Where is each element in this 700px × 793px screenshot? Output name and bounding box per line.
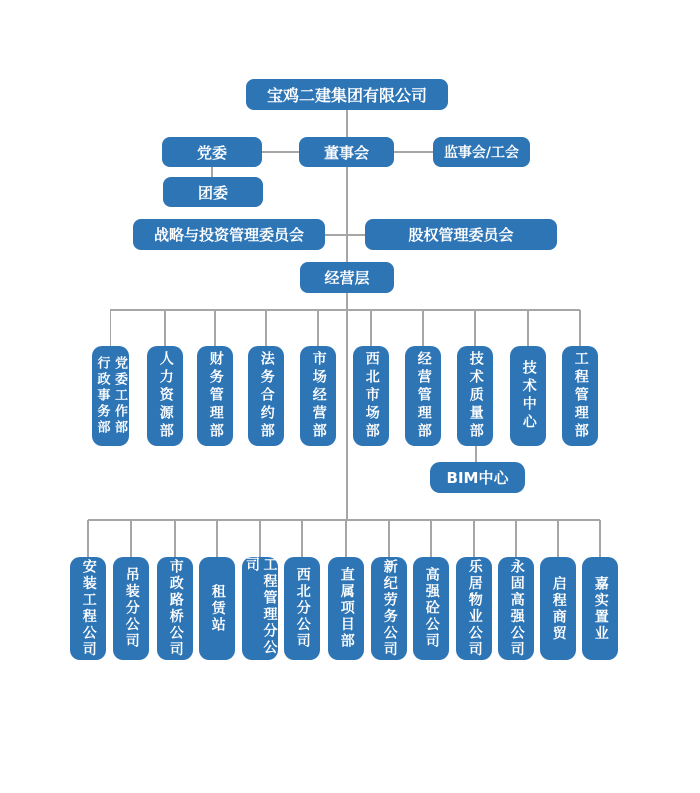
dept-box-engineering-management xyxy=(562,346,598,446)
dept-label-operation-management: 经营管理部 xyxy=(415,351,432,441)
connector-line xyxy=(557,520,559,557)
sub-box-direct-project-dept xyxy=(328,557,364,660)
connector-line xyxy=(110,309,580,311)
connector-line xyxy=(174,520,176,557)
connector-line xyxy=(527,310,529,346)
connector-line xyxy=(394,151,433,153)
org-box-supervisory-union-label: 监事会/工会 xyxy=(443,145,520,161)
connector-line xyxy=(325,234,365,236)
org-box-company xyxy=(246,79,448,110)
connector-line xyxy=(130,520,132,557)
dept-box-human-resources xyxy=(147,346,183,446)
sub-box-installation-engineering xyxy=(70,557,106,660)
dept-label-technology-center: 技术中心 xyxy=(520,360,537,432)
sub-label-jiashi-real-estate: 嘉实置业 xyxy=(592,575,609,642)
connector-line xyxy=(88,519,600,521)
sub-label-gaoqiang-concrete: 高强砼公司 xyxy=(423,567,440,650)
connector-line xyxy=(346,167,348,262)
dept-label-technology-quality: 技术质量部 xyxy=(467,351,484,441)
connector-line xyxy=(346,110,348,137)
dept-label-legal-contract: 法务合约部 xyxy=(258,351,275,441)
org-box-company-label: 宝鸡二建集团有限公司 xyxy=(266,86,427,105)
org-box-party-committee-label: 党委 xyxy=(196,143,227,162)
sub-label-leju-property: 乐居物业公司 xyxy=(466,559,483,658)
org-box-equity-committee xyxy=(365,219,557,250)
sub-box-jiashi-real-estate xyxy=(582,557,618,660)
connector-line xyxy=(110,310,112,346)
dept-box-operation-management xyxy=(405,346,441,446)
org-box-youth-league-label: 团委 xyxy=(197,183,228,202)
sub-label-hoisting-branch: 吊装分公司 xyxy=(123,567,140,650)
connector-line xyxy=(265,310,267,346)
connector-line xyxy=(599,520,601,557)
connector-line xyxy=(515,520,517,557)
sub-box-leju-property xyxy=(456,557,492,660)
org-box-bim-center-label: BIM中心 xyxy=(446,469,509,487)
sub-box-municipal-road-bridge xyxy=(157,557,193,660)
org-box-equity-committee-label: 股权管理委员会 xyxy=(408,226,514,244)
dept-box-legal-contract xyxy=(248,346,284,446)
org-box-management-layer-label: 经营层 xyxy=(324,269,370,287)
dept-label-northwest-market: 西北市场部 xyxy=(363,351,380,441)
sub-label-municipal-road-bridge: 市政路桥公司 xyxy=(167,559,184,658)
connector-line xyxy=(262,151,299,153)
dept-label-party-work: 党委工作部 xyxy=(112,356,128,436)
sub-label-xinji-labor: 新纪劳务公司 xyxy=(381,559,398,658)
org-box-bim-center xyxy=(430,462,525,493)
sub-label-installation-engineering: 安装工程公司 xyxy=(80,559,97,658)
dept-box-market-operation xyxy=(300,346,336,446)
connector-line xyxy=(475,446,477,462)
dept-label-market-operation: 市场经营部 xyxy=(310,351,327,441)
sub-label-qicheng-trading: 启程商贸 xyxy=(550,575,567,642)
dept-box-northwest-market xyxy=(353,346,389,446)
connector-line xyxy=(259,520,261,557)
dept-label-admin-affairs: 行政事务部 xyxy=(94,356,110,436)
connector-line xyxy=(422,310,424,346)
sub-box-gaoqiang-concrete xyxy=(413,557,449,660)
connector-line xyxy=(216,520,218,557)
connector-line xyxy=(388,520,390,557)
dept-box-finance xyxy=(197,346,233,446)
connector-line xyxy=(214,310,216,346)
sub-box-xinji-labor xyxy=(371,557,407,660)
connector-line xyxy=(579,310,581,346)
sub-label-leasing-station: 租赁站 xyxy=(209,583,226,634)
sub-box-qicheng-trading xyxy=(540,557,576,660)
org-box-party-committee xyxy=(162,137,262,167)
sub-box-engineering-management-branch xyxy=(242,557,278,660)
connector-line xyxy=(87,520,89,557)
dept-label-finance: 财务管理部 xyxy=(207,351,224,441)
dept-label-engineering-management: 工程管理部 xyxy=(572,351,589,441)
org-box-strategy-investment-committee-label: 战略与投资管理委员会 xyxy=(153,226,304,244)
dept-box-party-work-admin-affairs xyxy=(92,346,129,446)
connector-line xyxy=(346,293,348,520)
org-box-youth-league xyxy=(163,177,263,207)
connector-line xyxy=(301,520,303,557)
connector-line xyxy=(164,310,166,346)
dept-box-technology-center xyxy=(510,346,546,446)
org-box-supervisory-union xyxy=(433,137,530,167)
connector-line xyxy=(345,520,347,557)
dept-label-human-resources: 人力资源部 xyxy=(157,351,174,441)
connector-line xyxy=(211,167,213,177)
sub-label-engineering-management-branch: 工程管理分公司 xyxy=(244,557,278,656)
sub-box-northwest-branch xyxy=(284,557,320,660)
connector-line xyxy=(473,520,475,557)
connector-line xyxy=(430,520,432,557)
connector-line xyxy=(317,310,319,346)
org-box-strategy-investment-committee xyxy=(133,219,325,250)
org-box-board xyxy=(299,137,394,167)
dept-box-technology-quality xyxy=(457,346,493,446)
org-box-board-label: 董事会 xyxy=(323,143,369,162)
org-box-management-layer xyxy=(300,262,394,293)
sub-box-hoisting-branch xyxy=(113,557,149,660)
sub-box-leasing-station xyxy=(199,557,235,660)
sub-label-yonggu-gaoqiang: 永固高强公司 xyxy=(508,559,525,658)
sub-box-yonggu-gaoqiang xyxy=(498,557,534,660)
sub-label-direct-project-dept: 直属项目部 xyxy=(338,567,355,650)
connector-line xyxy=(474,310,476,346)
connector-line xyxy=(370,310,372,346)
sub-label-northwest-branch: 西北分公司 xyxy=(294,567,311,650)
